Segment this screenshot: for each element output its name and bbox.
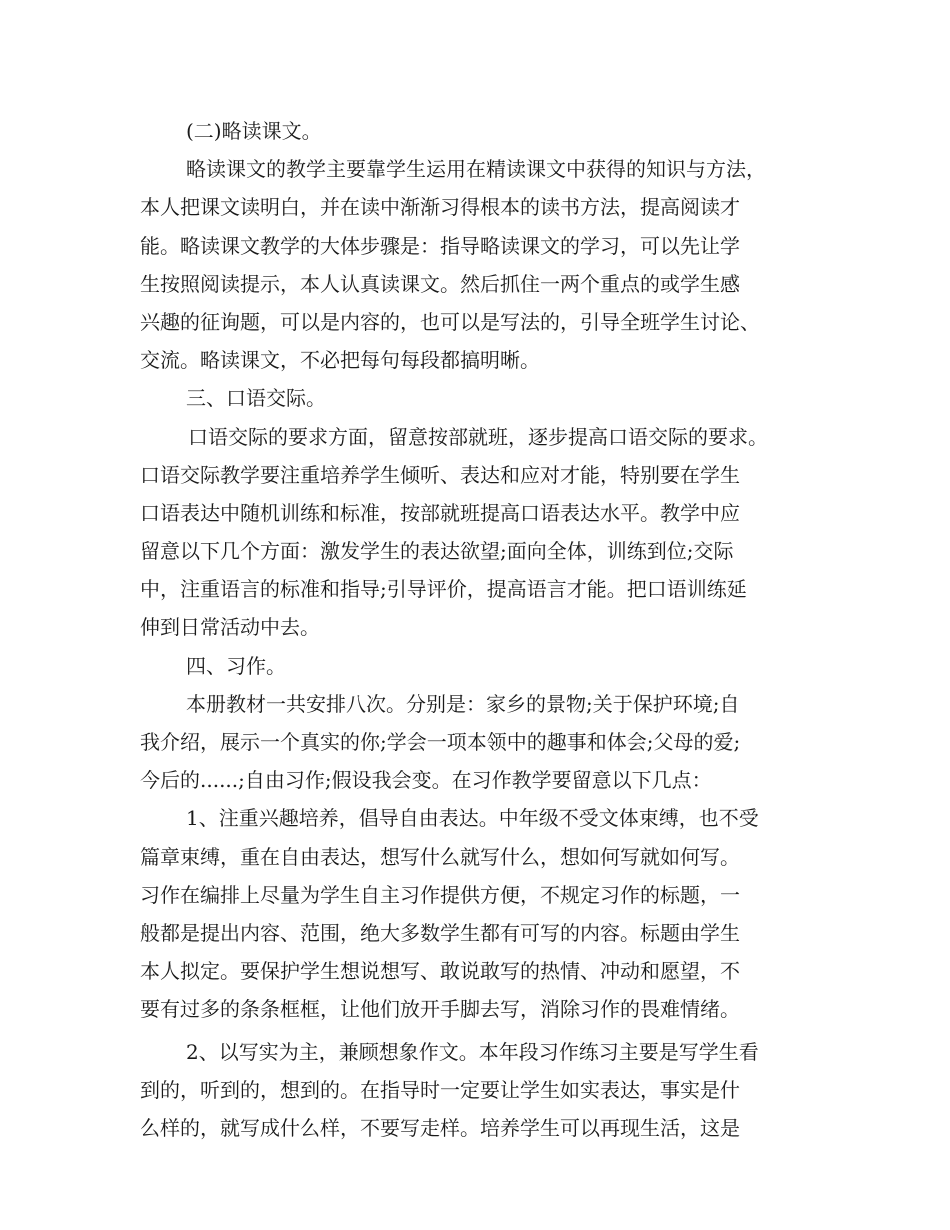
paragraph-oral-communication bbox=[140, 418, 830, 647]
paragraph-point-1 bbox=[140, 799, 830, 1028]
paragraph-line: 般都是提出内容、范围，绝大多数学生都有可写的内容。标题由学生 bbox=[140, 920, 740, 945]
paragraph-line: 么样的，就写成什么样，不要写走样。培养学生可以再现生活，这是 bbox=[140, 1115, 740, 1140]
paragraph-line: 要有过多的条条框框，让他们放开手脚去写，消除习作的畏难情绪。 bbox=[140, 997, 740, 1022]
paragraph-line: 今后的......;自由习作;假设我会变。在习作教学要留意以下几点： bbox=[140, 768, 712, 793]
paragraph-line: 本册教材一共安排八次。分别是：家乡的景物;关于保护环境;自 bbox=[186, 691, 740, 716]
paragraph-line: 交流。略读课文，不必把每句每段都搞明晰。 bbox=[140, 348, 540, 373]
section-heading-oral-communication: 三、口语交际。 bbox=[186, 386, 326, 411]
paragraph-line: 伸到日常活动中去。 bbox=[140, 615, 320, 640]
paragraph-line: 略读课文的教学主要靠学生运用在精读课文中获得的知识与方法， bbox=[186, 157, 766, 182]
document-body bbox=[140, 112, 830, 1147]
paragraph-line: 本人拟定。要保护学生想说想写、敢说敢写的热情、冲动和愿望，不 bbox=[140, 959, 740, 984]
paragraph-line: 2、以写实为主，兼顾想象作文。本年段习作练习主要是写学生看 bbox=[186, 1039, 759, 1064]
section-heading-writing: 四、习作。 bbox=[186, 653, 286, 678]
paragraph-skim-reading bbox=[140, 150, 830, 379]
paragraph-line: 到的，听到的，想到的。在指导时一定要让学生如实表达，事实是什 bbox=[140, 1077, 740, 1102]
paragraph-line: 1、注重兴趣培养，倡导自由表达。中年级不受文体束缚，也不受 bbox=[186, 806, 759, 831]
paragraph-line: 本人把课文读明白，并在读中渐渐习得根本的读书方法，提高阅读才 bbox=[140, 195, 740, 220]
paragraph-line: 口语表达中随机训练和标准，按部就班提高口语表达水平。教学中应 bbox=[140, 500, 740, 525]
paragraph-line: 我介绍，展示一个真实的你;学会一项本领中的趣事和体会;父母的爱; bbox=[140, 730, 741, 754]
paragraph-line: 留意以下几个方面：激发学生的表达欲望;面向全体，训练到位;交际 bbox=[140, 539, 734, 564]
paragraph-line: 兴趣的征询题，可以是内容的，也可以是写法的，引导全班学生讨论、 bbox=[140, 309, 760, 334]
paragraph-writing-overview bbox=[140, 685, 830, 800]
paragraph-line: 中，注重语言的标准和指导;引导评价，提高语言才能。把口语训练延 bbox=[140, 577, 747, 602]
paragraph-line: 篇章束缚，重在自由表达，想写什么就写什么，想如何写就如何写。 bbox=[140, 844, 740, 869]
paragraph-line: 口语交际教学要注重培养学生倾听、表达和应对才能，特别要在学生 bbox=[140, 462, 740, 487]
paragraph-point-2 bbox=[140, 1033, 830, 1148]
section-heading-skim-reading: (二)略读课文。 bbox=[186, 119, 322, 143]
paragraph-line: 习作在编排上尽量为学生自主习作提供方便，不规定习作的标题，一 bbox=[140, 882, 740, 907]
paragraph-line: 生按照阅读提示，本人认真读课文。然后抓住一两个重点的或学生感 bbox=[140, 271, 740, 296]
paragraph-line: 口语交际的要求方面，留意按部就班，逐步提高口语交际的要求。 bbox=[188, 424, 768, 449]
paragraph-line: 能。略读课文教学的大体步骤是：指导略读课文的学习，可以先让学 bbox=[140, 233, 740, 258]
